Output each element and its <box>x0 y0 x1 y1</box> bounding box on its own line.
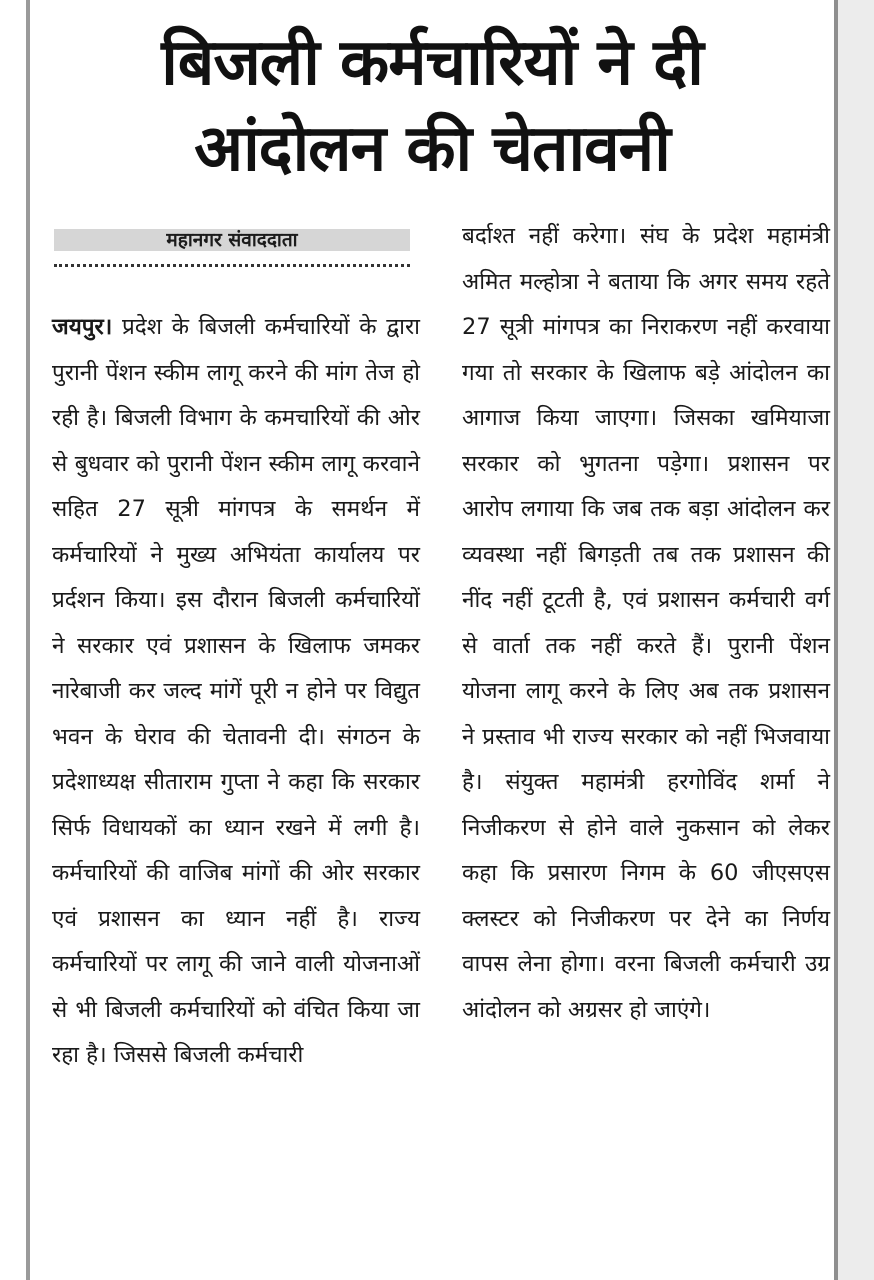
adjacent-page-margin <box>834 0 874 1280</box>
body-paragraph-left <box>52 305 420 1079</box>
news-article <box>30 0 834 1280</box>
body-column-left <box>52 305 420 1079</box>
byline-dotted-divider <box>54 264 410 267</box>
headline <box>30 20 834 192</box>
right-column-rule <box>834 0 838 1280</box>
headline-line-2: आंदोलन की चेतावनी <box>194 112 670 186</box>
body-paragraph-right: बर्दाश्त नहीं करेगा। संघ के प्रदेश महामंत्री अमित मल्होत्रा ने बताया कि अगर समय रहते 27 सूत्री मांगपत्र का निराकरण नहीं करवाया गया तो सरकार के खिलाफ बड़े आंदोलन का आगाज किया जाएगा। जिसका खमियाजा सरकार को भुगतना पड़ेगा। प्रशासन पर आरोप लगाया कि जब तक बड़ा आंदोलन कर व्यवस्था नहीं बिगड़ती तब तक प्रशासन की नींद नहीं टूटती है, एवं प्रशासन कर्मचारी वर्ग से वार्ता तक नहीं करते हैं। पुरानी पेंशन योजना लागू करने के लिए अब तक प्रशासन ने प्रस्ताव भी राज्य सरकार को नहीं भिजवाया है। संयुक्त महामंत्री हरगोविंद शर्मा ने निजीकरण से होने वाले नुकसान को लेकर कहा कि प्रसारण निगम के 60 जीएसएस क्लस्टर को निजीकरण पर देने का निर्णय वापस लेना होगा। वरना बिजली कर्मचारी उग्र आंदोलन को अग्रसर हो जाएंगे। <box>462 223 830 1023</box>
body-text-left: प्रदेश के बिजली कर्मचारियों के द्वारा पुरानी पेंशन स्कीम लागू करने की मांग तेज हो रही है। बिजली विभाग के कमचारियों की ओर से बुधवार को पुरानी पेंशन स्कीम लागू करवाने सहित 27 सूत्री मांगपत्र के समर्थन में कर्मचारियों ने मुख्य अभियंता कार्यालय पर प्रर्दशन किया। इस दौरान बिजली कर्मचारियों ने सरकार एवं प्रशासन के खिलाफ जमकर नारेबाजी कर जल्द मांगें पूरी न होने पर विद्युत भवन के घेराव की चेतावनी दी। संगठन के प्रदेशाध्यक्ष सीताराम गुप्ता ने कहा कि सरकार सिर्फ विधायकों का ध्यान रखने में लगी है। कर्मचारियों की वाजिब मांगों की ओर सरकार एवं प्रशासन का ध्यान नहीं है। राज्य कर्मचारियों पर लागू की जाने वाली योजनाओं से भी बिजली कर्मचारियों को वंचित किया जा रहा है। जिससे बिजली कर्मचारी <box>52 314 420 1068</box>
dateline: जयपुर। <box>52 314 113 340</box>
body-column-right <box>462 214 830 1033</box>
byline: महानगर संवाददाता <box>166 229 298 251</box>
byline-bar <box>54 229 410 251</box>
headline-line-1: बिजली कर्मचारियों ने दी <box>161 26 703 100</box>
